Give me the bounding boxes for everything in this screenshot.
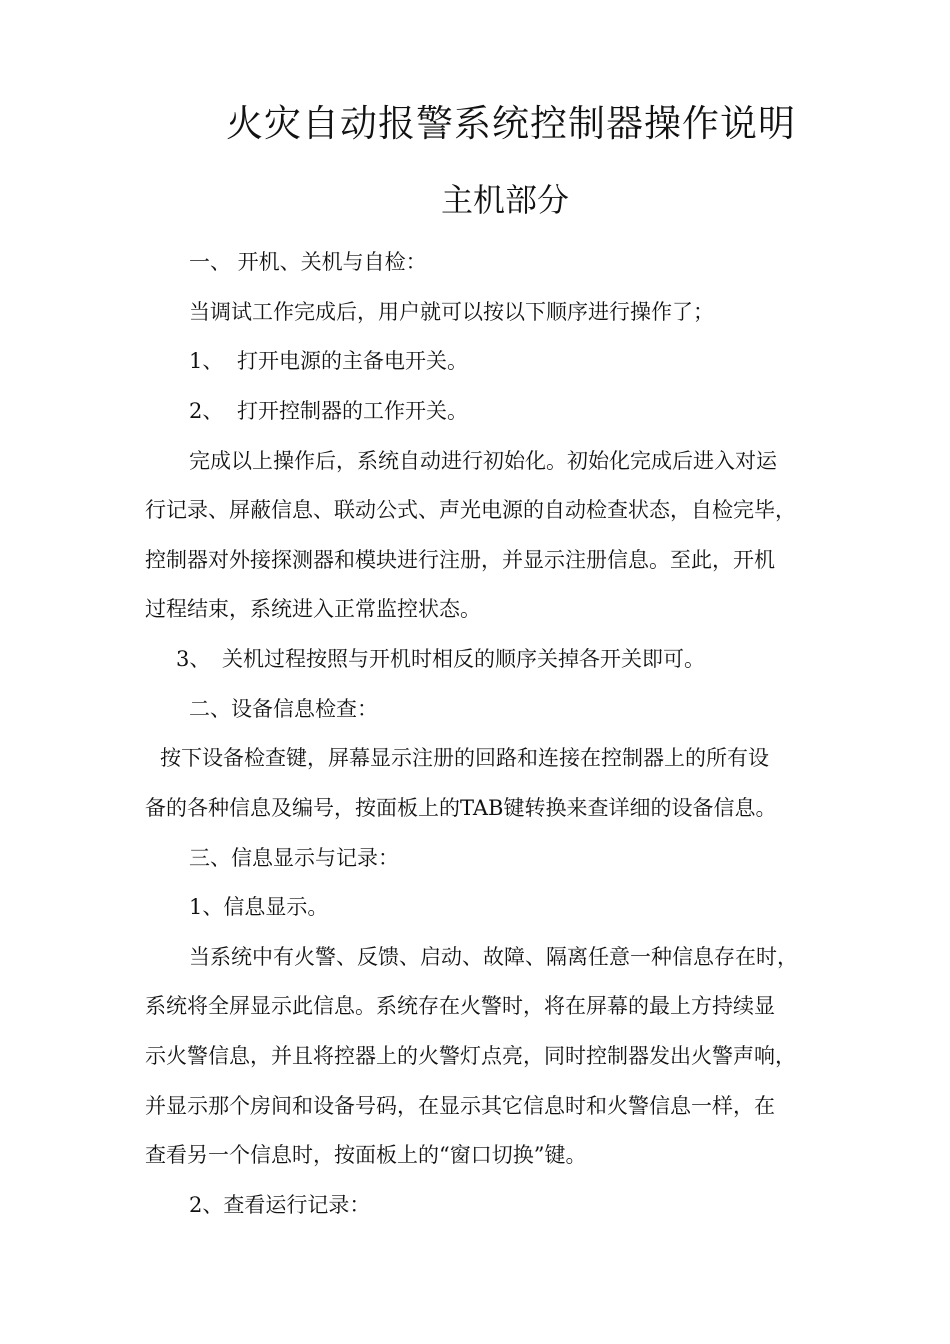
list-text: 打开控制器的工作开关。 bbox=[237, 399, 468, 423]
list-text: 关机过程按照与开机时相反的顺序关掉各开关即可。 bbox=[222, 647, 705, 671]
paragraph-line: 过程结束，系统进入正常监控状态。 bbox=[145, 597, 481, 621]
list-item bbox=[189, 396, 468, 426]
paragraph-line: 备的各种信息及编号，按面板上的TAB键转换来查详细的设备信息。 bbox=[145, 796, 777, 820]
paragraph-line: 行记录、屏蔽信息、联动公式、声光电源的自动检查状态，自检完毕， bbox=[145, 498, 796, 522]
subsection-heading: 1、信息显示。 bbox=[189, 895, 329, 919]
list-number: 3、 bbox=[176, 647, 211, 671]
list-number: 1、 bbox=[189, 349, 224, 373]
paragraph-line: 按下设备检查键，屏幕显示注册的回路和连接在控制器上的所有设 bbox=[160, 746, 769, 770]
document-subtitle: 主机部分 bbox=[441, 181, 570, 219]
list-text: 打开电源的主备电开关。 bbox=[237, 349, 468, 373]
document-title: 火灾自动报警系统控制器操作说明 bbox=[226, 102, 796, 145]
paragraph-line: 当调试工作完成后，用户就可以按以下顺序进行操作了； bbox=[189, 300, 714, 324]
paragraph-line: 系统将全屏显示此信息。系统存在火警时，将在屏幕的最上方持续显 bbox=[145, 994, 775, 1018]
paragraph-line: 当系统中有火警、反馈、启动、故障、隔离任意一种信息存在时， bbox=[189, 945, 798, 969]
section-heading: 一、 开机、关机与自检： bbox=[189, 250, 427, 274]
paragraph-line: 完成以上操作后，系统自动进行初始化。初始化完成后进入对运 bbox=[189, 449, 777, 473]
section-heading: 三、信息显示与记录： bbox=[189, 846, 399, 870]
list-item bbox=[176, 644, 705, 674]
subsection-heading: 2、查看运行记录： bbox=[189, 1193, 371, 1217]
paragraph-line: 并显示那个房间和设备号码，在显示其它信息时和火警信息一样，在 bbox=[145, 1094, 775, 1118]
paragraph-line: 控制器对外接探测器和模块进行注册，并显示注册信息。至此，开机 bbox=[145, 548, 775, 572]
list-number: 2、 bbox=[189, 399, 224, 423]
list-item bbox=[189, 346, 468, 376]
section-heading: 二、设备信息检查： bbox=[189, 697, 378, 721]
paragraph-line: 示火警信息，并且将控器上的火警灯点亮，同时控制器发出火警声响， bbox=[145, 1044, 796, 1068]
paragraph-line: 查看另一个信息时，按面板上的“窗口切换”键。 bbox=[145, 1143, 587, 1167]
